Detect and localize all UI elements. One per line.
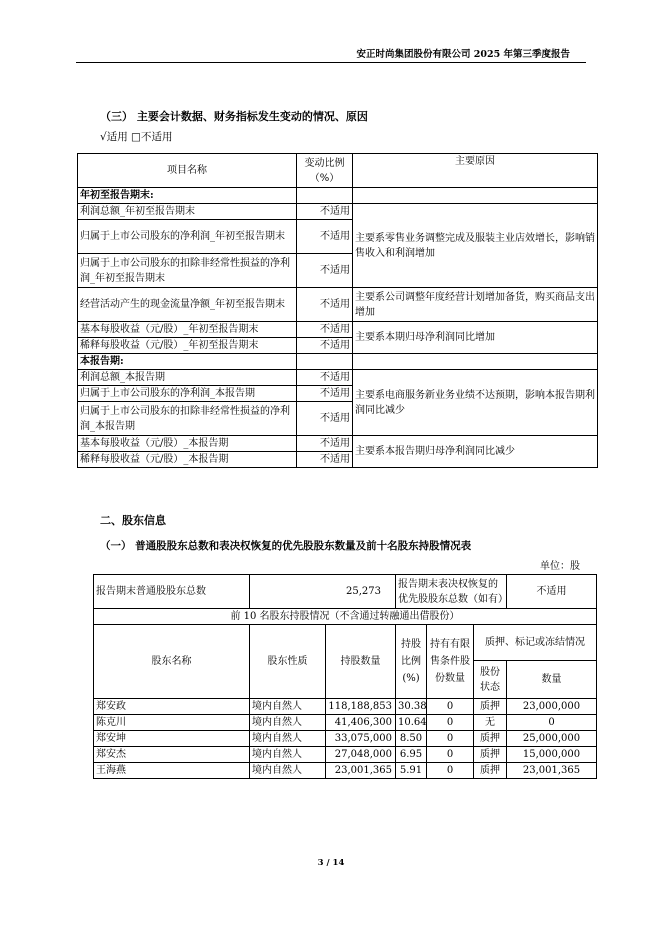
top10-caption: 前 10 名股东持股情况（不含通过转融通出借股份） — [94, 609, 597, 625]
shareholders-table — [93, 574, 597, 779]
cell-ratio: 6.95 — [396, 747, 427, 763]
header-divider — [76, 62, 586, 63]
col-header-item: 项目名称 — [78, 154, 297, 188]
cell-nature: 境内自然人 — [250, 715, 326, 731]
col-header-ratio: 持股比例(%) — [396, 625, 427, 699]
cell-name: 王海燕 — [94, 763, 250, 779]
col-header-qty: 数量 — [507, 661, 597, 699]
col-header-shares: 持股数量 — [326, 625, 396, 699]
cell-shares: 41,406,300 — [326, 715, 396, 731]
table-row-name: 稀释每股收益（元/股）_本报告期 — [78, 452, 297, 468]
table-row-name: 基本每股收益（元/股）_本报告期 — [78, 436, 297, 452]
reason-cell: 主要系本期归母净利润同比增加 — [353, 322, 598, 354]
col-header-pledge: 质押、标记或冻结情况 — [474, 625, 597, 661]
cell-ratio: 10.64 — [396, 715, 427, 731]
cell-nature: 境内自然人 — [250, 731, 326, 747]
cell-shares: 27,048,000 — [326, 747, 396, 763]
cell-status: 质押 — [474, 731, 507, 747]
period-group-label: 本报告期: — [78, 354, 297, 370]
cell-ratio: 5.91 — [396, 763, 427, 779]
ytd-group-label: 年初至报告期末: — [78, 188, 297, 204]
table-row-name: 利润总额_本报告期 — [78, 370, 297, 386]
cell-restricted: 0 — [427, 731, 474, 747]
table-row-ratio: 不适用 — [297, 220, 353, 254]
cell-status: 质押 — [474, 747, 507, 763]
cell-name: 陈克川 — [94, 715, 250, 731]
table-row-ratio: 不适用 — [297, 288, 353, 322]
table-row-name: 归属于上市公司股东的扣除非经常性损益的净利润_年初至报告期末 — [78, 254, 297, 288]
table-row-name: 归属于上市公司股东的扣除非经常性损益的净利润_本报告期 — [78, 402, 297, 436]
col-header-ratio: 变动比例（%） — [297, 154, 353, 188]
cell-ratio: 30.38 — [396, 699, 427, 715]
cell-qty: 25,000,000 — [507, 731, 597, 747]
cell-qty: 23,001,365 — [507, 763, 597, 779]
cell-shares: 23,001,365 — [326, 763, 396, 779]
cell-status: 质押 — [474, 763, 507, 779]
unit-label: 单位：股 — [540, 561, 580, 572]
cell-name: 郑安坤 — [94, 731, 250, 747]
cell-shares: 33,075,000 — [326, 731, 396, 747]
cell-status: 质押 — [474, 699, 507, 715]
total-shareholders-value: 25,273 — [250, 575, 396, 609]
shareholder-subtitle: （一） 普通股股东总数和表决权恢复的优先股股东数量及前十名股东持股情况表 — [100, 540, 472, 552]
table-row-ratio: 不适用 — [297, 204, 353, 220]
applicable-checkbox-text: √适用 □不适用 — [100, 131, 173, 143]
cell-restricted: 0 — [427, 699, 474, 715]
table-row-name: 归属于上市公司股东的净利润_年初至报告期末 — [78, 220, 297, 254]
table-row — [94, 731, 597, 747]
table-row — [94, 699, 597, 715]
table-row — [94, 747, 597, 763]
table-row-ratio: 不适用 — [297, 452, 353, 468]
table-row-ratio: 不适用 — [297, 436, 353, 452]
table-row-name: 稀释每股收益（元/股）_年初至报告期末 — [78, 338, 297, 354]
col-header-name: 股东名称 — [94, 625, 250, 699]
section-title: （三） 主要会计数据、财务指标发生变动的情况、原因 — [100, 110, 368, 123]
cell-shares: 118,188,853 — [326, 699, 396, 715]
cell-qty: 23,000,000 — [507, 699, 597, 715]
col-header-restricted: 持有有限售条件股份数量 — [427, 625, 474, 699]
page-number: 3 / 14 — [317, 858, 345, 868]
table-row-name: 归属于上市公司股东的净利润_本报告期 — [78, 386, 297, 402]
changes-table — [77, 153, 598, 468]
col-header-nature: 股东性质 — [250, 625, 326, 699]
cell-qty: 0 — [507, 715, 597, 731]
reason-cell: 主要系本报告期归母净利润同比减少 — [353, 436, 598, 468]
table-row-ratio: 不适用 — [297, 402, 353, 436]
table-row-ratio: 不适用 — [297, 386, 353, 402]
cell-nature: 境内自然人 — [250, 747, 326, 763]
table-row-ratio: 不适用 — [297, 322, 353, 338]
cell-name: 郑安杰 — [94, 747, 250, 763]
pref-shareholders-label: 报告期末表决权恢复的优先股股东总数（如有） — [396, 575, 507, 609]
cell-name: 郑安政 — [94, 699, 250, 715]
cell-status: 无 — [474, 715, 507, 731]
reason-cell: 主要系零售业务调整完成及服装主业店效增长，影响销售收入和利润增加 — [353, 204, 598, 288]
table-row-name: 利润总额_年初至报告期末 — [78, 204, 297, 220]
cell-nature: 境内自然人 — [250, 763, 326, 779]
cell-ratio: 8.50 — [396, 731, 427, 747]
table-row — [94, 715, 597, 731]
col-header-reason: 主要原因 — [353, 154, 598, 188]
total-shareholders-label: 报告期末普通股股东总数 — [94, 575, 250, 609]
col-header-status: 股份状态 — [474, 661, 507, 699]
cell-qty: 15,000,000 — [507, 747, 597, 763]
table-row-ratio: 不适用 — [297, 254, 353, 288]
report-header: 安正时尚集团股份有限公司 2025 年第三季度报告 — [356, 49, 570, 60]
table-row — [94, 763, 597, 779]
reason-cell: 主要系电商服务新业务业绩不达预期，影响本报告期利润同比减少 — [353, 370, 598, 436]
pref-shareholders-value: 不适用 — [507, 575, 597, 609]
shareholder-section-title: 二、股东信息 — [100, 514, 166, 527]
table-row-ratio: 不适用 — [297, 338, 353, 354]
table-row-name: 经营活动产生的现金流量净额_年初至报告期末 — [78, 288, 297, 322]
cell-restricted: 0 — [427, 763, 474, 779]
cell-restricted: 0 — [427, 747, 474, 763]
reason-cell: 主要系公司调整年度经营计划增加备货，购买商品支出增加 — [353, 288, 598, 322]
table-row-name: 基本每股收益（元/股）_年初至报告期末 — [78, 322, 297, 338]
table-row-ratio: 不适用 — [297, 370, 353, 386]
cell-nature: 境内自然人 — [250, 699, 326, 715]
cell-restricted: 0 — [427, 715, 474, 731]
